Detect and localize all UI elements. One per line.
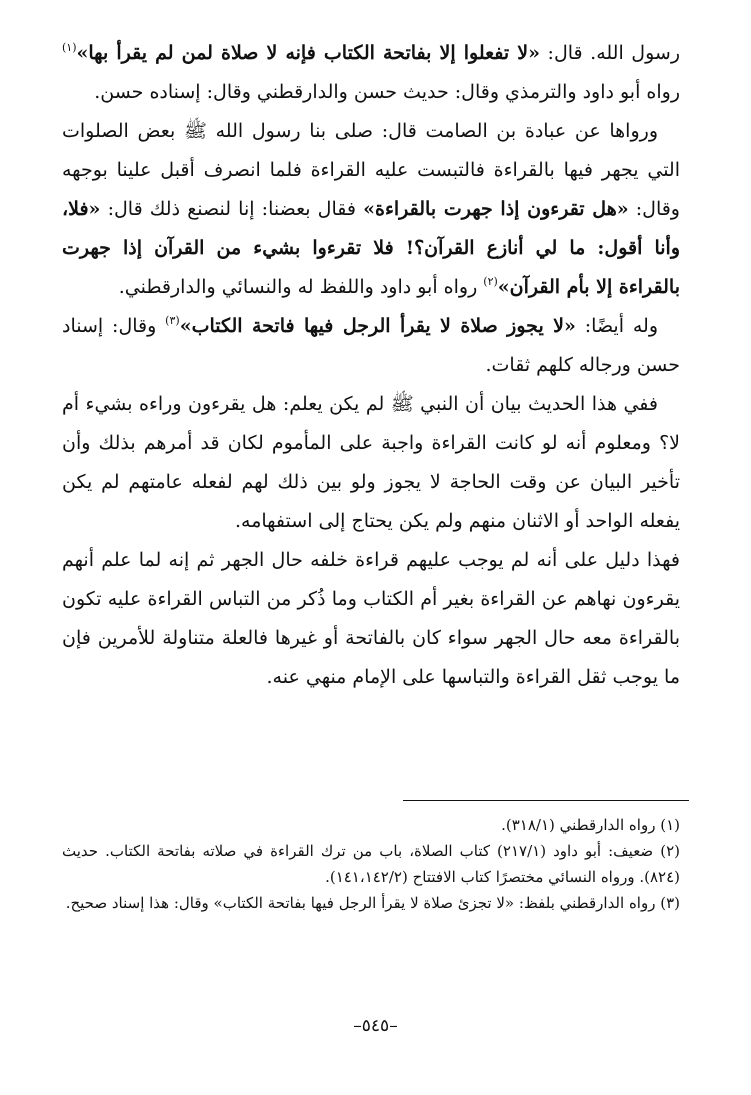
footnote-ref-3[interactable]: (٣): [165, 314, 180, 327]
paragraph-4: ففي هذا الحديث بيان أن النبي ﷺ لم يكن يعلم: هل يقرءون وراءه بشيء أم لا؟ ومعلوم أنه لو كانت القراءة واجبة على المأموم لكان قد أمرهم بذلك وأن تأخير البيان عن وقت الحاجة لا يجوز ولو بين ذلك لهم لفعله عامتهم لم يكن يفعله الواحد أو الاثنان منهم ولم يكن يحتاج إلى استفهامه.: [62, 393, 680, 532]
p1-hadith-quote: «لا تفعلوا إلا بفاتحة الكتاب فإنه لا صلاة لمن لم يقرأ بها»: [76, 42, 541, 64]
p2-hadith-quote-1: «هل تقرءون إذا جهرت بالقراءة»: [363, 198, 629, 220]
footnote-3: (٣) رواه الدارقطني بلفظ: «لا تجزئ صلاة لا يقرأ الرجل فيها بفاتحة الكتاب» وقال: هذا إسناد صحيح.: [65, 894, 680, 912]
p2-lead: ورواها عن عبادة بن الصامت قال: صلى بنا رسول الله ﷺ بعض الصلوات التي يجهر فيها بالقراءة فالتبست عليه القراءة فلما انصرف أقبل علينا بوجهه وقال:: [62, 120, 680, 220]
page-number: –٥٤٥–: [353, 1016, 398, 1036]
footnote-divider: [403, 800, 689, 801]
footnotes: [62, 812, 680, 916]
p3-hadith-quote: «لا يجوز صلاة لا يقرأ الرجل فيها فاتحة الكتاب»: [179, 315, 576, 337]
footnote-1: (١) رواه الدارقطني (٣١٨/١).: [501, 816, 680, 834]
p1-lead: رسول الله. قال:: [540, 42, 680, 64]
p3-after: وقال: إسناد حسن ورجاله كلهم ثقات.: [62, 315, 680, 376]
footnote-2: (٢) ضعيف: أبو داود (٢١٧/١) كتاب الصلاة، باب من ترك القراءة في صلاته بفاتحة الكتاب. حديث (٨٢٤). ورواه النسائي مختصرًا كتاب الافتتاح (١٤١،١٤٢/٢).: [62, 842, 680, 886]
p1-after: رواه أبو داود والترمذي وقال: حديث حسن والدارقطني وقال: إسناده حسن.: [94, 81, 680, 103]
p2-after: رواه أبو داود واللفظ له والنسائي والدارقطني.: [118, 276, 484, 298]
footnote-ref-2[interactable]: (٢): [483, 275, 498, 288]
p2-hadith-quote-2: «فلا، وأنا أقول: ما لي أنازع القرآن؟! فلا تقرءوا بشيء من القرآن إذا جهرت بالقراءة إلا بأم القرآن»: [62, 198, 680, 298]
paragraph-2: [62, 112, 680, 307]
paragraph-3: [62, 307, 680, 385]
footnote-ref-1[interactable]: (١): [62, 41, 77, 54]
main-text: [62, 34, 680, 697]
paragraph-1: [62, 34, 680, 112]
p3-lead: وله أيضًا:: [575, 315, 659, 337]
paragraph-5: فهذا دليل على أنه لم يوجب عليهم قراءة خلفه حال الجهر ثم إنه لما علم أنهم يقرءون نهاهم عن القراءة بغير أم الكتاب وما ذُكر من التباس القراءة عليه تكون بالقراءة معه حال الجهر سواء كان بالفاتحة أو غيرها فالعلة متناولة للأمرين فإن ما يوجب ثقل القراءة والتباسها على الإمام منهي عنه.: [62, 549, 680, 688]
p2-mid: فقال بعضنا: إنا لنصنع ذلك قال:: [100, 198, 364, 220]
